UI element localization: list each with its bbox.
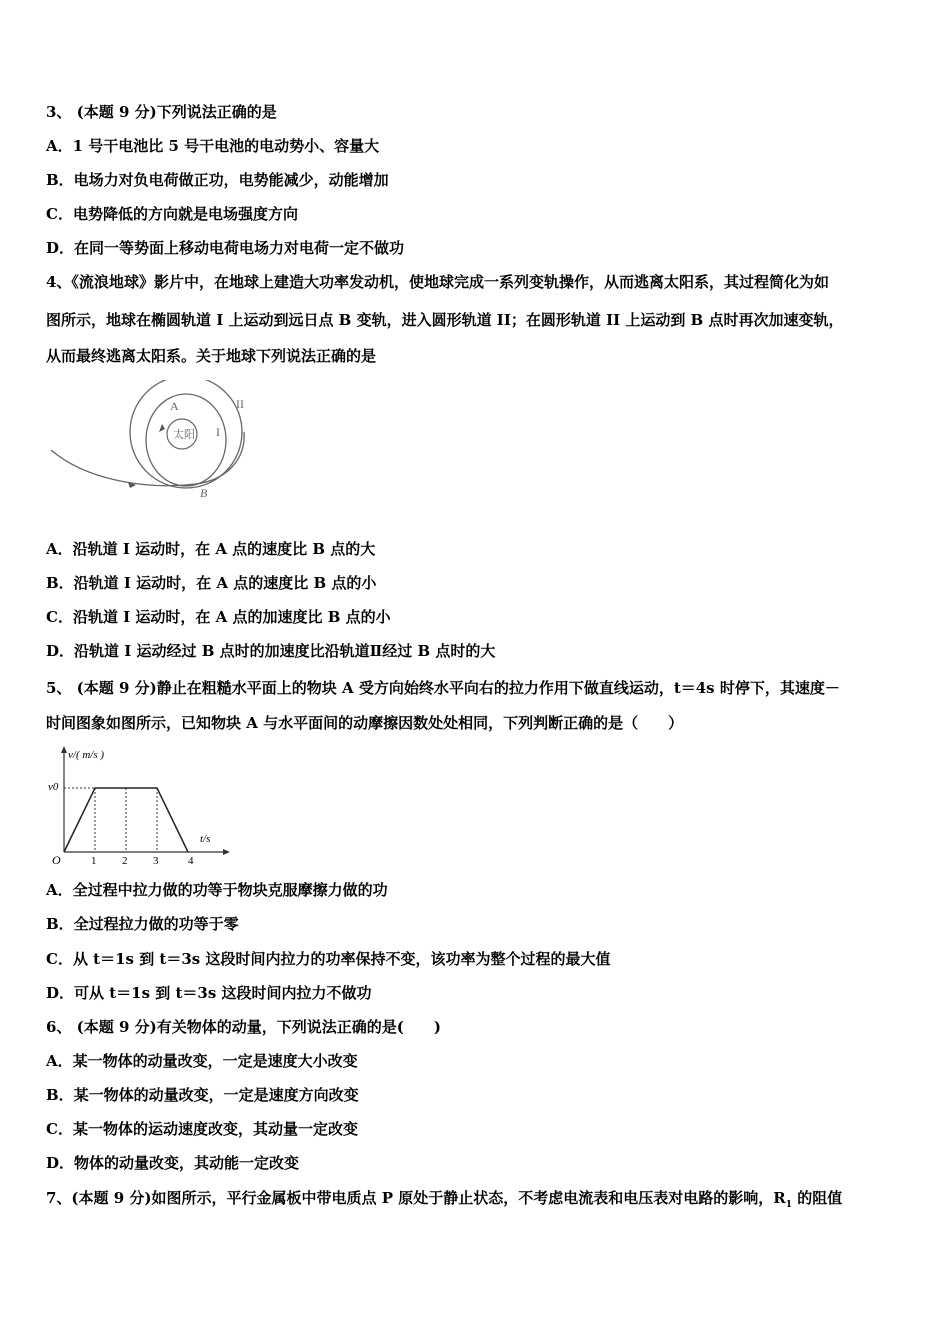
q6-stem: 6、 (本题 9 分)有关物体的动量，下列说法正确的是( ) (46, 1018, 441, 1036)
q3-option-b: B．电场力对负电荷做正功，电势能减少，动能增加 (46, 171, 389, 189)
x-tick-3: 3 (153, 855, 159, 867)
y-tick-v0: v0 (48, 781, 59, 793)
q5-option-a: A．全过程中拉力做的功等于物块克服摩擦力做的功 (46, 881, 388, 899)
label-b: B (200, 486, 208, 500)
q7-subscript: 1 (785, 1200, 792, 1210)
q4-stem-line-2: 图所示，地球在椭圆轨道 I 上运动到远日点 B 变轨，进入圆形轨道 II；在圆形轨道 II 上运动到 B 点时再次加速变轨， (46, 311, 844, 329)
orbit-arrow (159, 424, 165, 432)
label-orbit-ii: II (236, 397, 244, 411)
q4-option-d: D．沿轨道 I 运动经过 B 点时的加速度比沿轨道Ⅱ经过 B 点时的大 (46, 642, 496, 660)
q5-option-b: B．全过程拉力做的功等于零 (46, 915, 239, 933)
x-tick-1: 1 (91, 855, 97, 867)
q7-stem (46, 1188, 842, 1215)
q3-option-a: A．1 号干电池比 5 号干电池的电动势小、容量大 (46, 137, 380, 155)
label-a: A (170, 399, 179, 413)
q3-stem: 3、 (本题 9 分)下列说法正确的是 (46, 103, 277, 121)
label-orbit-i: I (216, 425, 220, 439)
q7-stem-end: 的阻值 (791, 1189, 843, 1207)
q4-option-a: A．沿轨道 I 运动时，在 A 点的速度比 B 点的大 (46, 540, 376, 558)
escape-trajectory (51, 432, 244, 486)
q4-option-b: B．沿轨道 I 运动时，在 A 点的速度比 B 点的小 (46, 574, 377, 592)
x-axis-label: t/s (200, 833, 211, 845)
q4-stem-line-1: 4、《流浪地球》影片中，在地球上建造大功率发动机，使地球完成一系列变轨操作，从而逃离太阳系，其过程简化为如 (46, 273, 829, 291)
q7-stem-start: 7、(本题 9 分)如图所示，平行金属板中带电质点 P 原处于静止状态，不考虑电流表和电压表对电路的影响，R (46, 1189, 786, 1207)
q6-option-a: A．某一物体的动量改变，一定是速度大小改变 (46, 1052, 358, 1070)
q3-option-d: D．在同一等势面上移动电荷电场力对电荷一定不做功 (46, 239, 405, 257)
velocity-time-chart (46, 742, 236, 867)
orbit-diagram (46, 380, 266, 520)
q5-option-c: C．从 t＝1s 到 t＝3s 这段时间内拉力的功率保持不变，该功率为整个过程的最大值 (46, 950, 611, 968)
q6-option-d: D．物体的动量改变，其动能一定改变 (46, 1154, 300, 1172)
q5-stem-line-1: 5、 (本题 9 分)静止在粗糙水平面上的物块 A 受方向始终水平向右的拉力作用下做直线运动，t＝4s 时停下，其速度－ (46, 679, 840, 697)
q4-option-c: C．沿轨道 I 运动时，在 A 点的加速度比 B 点的小 (46, 608, 391, 626)
q6-option-c: C．某一物体的运动速度改变，其动量一定改变 (46, 1120, 358, 1138)
q5-stem-line-2: 时间图象如图所示，已知物块 A 与水平面间的动摩擦因数处处相同，下列判断正确的是（ ） (46, 714, 684, 732)
x-tick-4: 4 (188, 855, 194, 867)
q3-option-c: C．电势降低的方向就是电场强度方向 (46, 205, 298, 223)
label-sun: 太阳 (173, 429, 195, 441)
q6-option-b: B．某一物体的动量改变，一定是速度方向改变 (46, 1086, 359, 1104)
y-axis-arrow (61, 746, 67, 753)
x-axis-arrow (223, 849, 230, 855)
x-tick-origin: O (52, 853, 61, 867)
q5-option-d: D．可从 t＝1s 到 t＝3s 这段时间内拉力不做功 (46, 984, 372, 1002)
y-axis-label: v/( m/s ) (68, 749, 105, 761)
x-tick-2: 2 (122, 855, 128, 867)
q4-stem-line-3: 从而最终逃离太阳系。关于地球下列说法正确的是 (46, 347, 377, 365)
